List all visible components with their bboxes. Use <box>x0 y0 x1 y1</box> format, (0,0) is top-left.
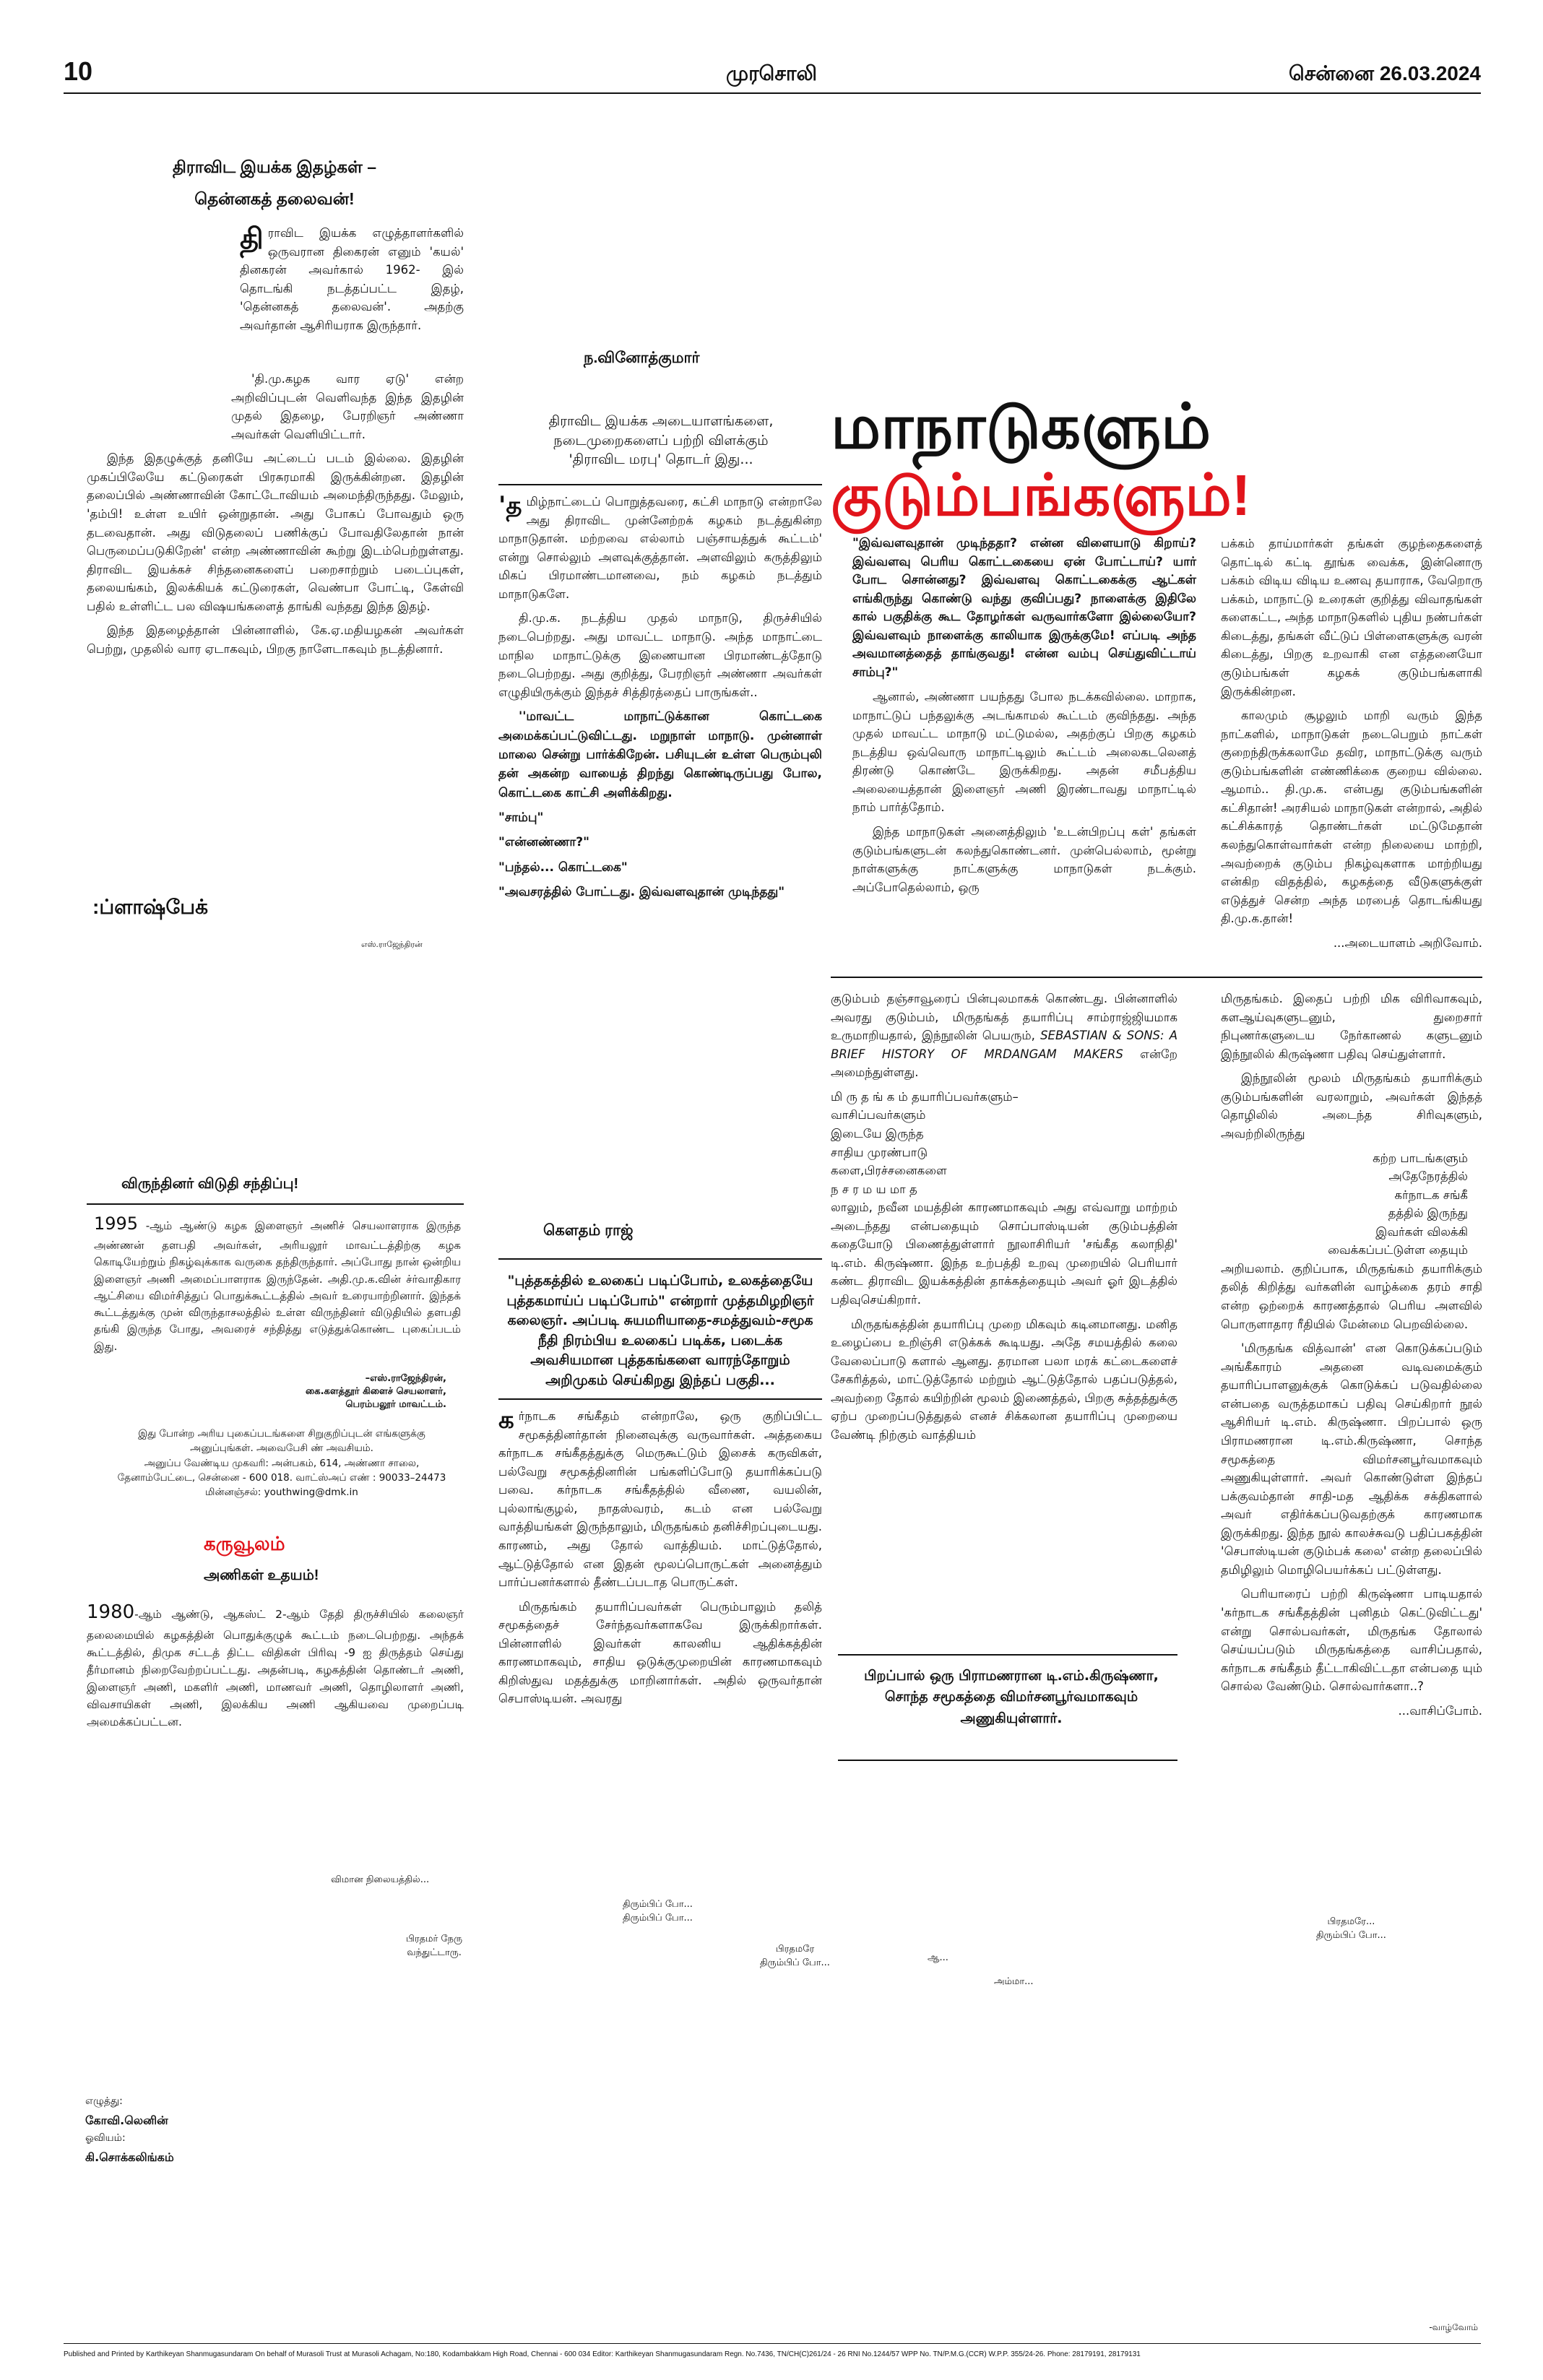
deck-line: திராவிட இயக்க அடையாளங்களை, <box>548 413 774 429</box>
credit-writer: கோவி.லெனின் <box>85 2113 168 2127</box>
flashback-byline: எஸ்.ராஜேந்திரன் <box>361 940 423 949</box>
books-deck: "புத்தகத்தில் உலகைப் படிப்போம், உலகத்தையே புத்தகமாய்ப் படிப்போம்" என்றார் முத்தமிழறிஞர் கலைஞர். அப்படி சுயமரியாதை-சமத்துவம்-சமூக நீதி நிரம்பிய உலகைப் படிக்க, படைக்க அவசியமான புத்தகங்களை வாரந்தோறும் அறிமுகம் செய்கிறது இந்தப் பகுதி... <box>506 1273 814 1388</box>
credit-label: எழுத்து: <box>85 2095 123 2107</box>
books-body-col3 <box>1221 990 1482 1726</box>
article-title-line1: திராவிட இயக்க இதழ்கள் – <box>172 157 377 176</box>
conference-headline-line1: மாநாடுகளும் <box>831 392 1211 462</box>
tapered-paragraph <box>1221 1149 1482 1260</box>
guesthouse-title: விருந்தினர் விடுதி சந்திப்பு! <box>121 1176 299 1192</box>
comic-speech: அம்மா... <box>994 1976 1034 1987</box>
article-paragraph: பக்கம் தாய்மார்கள் தங்கள் குழந்தைகளைத் தொட்டில் கட்டி தூங்க வைக்க, இன்னொரு பக்கம் விடிய விடிய உணவு தயாராக, வேறொரு பக்கம், மாநாட்டு உரைகள் குறித்து விவாதங்கள் களைகட்ட, அந்த மாநாடுகளில் புதிய நண்பர்கள் கிடைத்து, தங்கள் வீட்டுப் பிள்ளைகளுக்கு வரன் கிடைத்து, பிறகு உறவாகி என எத்தனையோ குடும்பங்கள் கழகக் குடும்பங்களாகி இருக்கின்றன. <box>1221 537 1482 698</box>
section-rule <box>87 1203 464 1205</box>
text-line: தத்தில் இருந்து <box>1388 1206 1468 1221</box>
notice-address: அனுப்ப வேண்டிய முகவரி: அன்பகம், 614, அண்ணா சாலை, தேனாம்பேட்டை, சென்னை - 600 018. வாட்ஸ்அப் எண் : 90033–24473 <box>117 1457 446 1484</box>
article-paragraph: ஆனால், அண்ணா பயந்தது போல நடக்கவில்லை. மாறாக, மாநாட்டுப் பந்தலுக்கு அடங்காமல் கூட்டம் குவிந்தது. அந்த முதல் மாவட்ட மாநாடு மட்டுமல்ல, அதற்குப் பிறகு கழகம் நடத்திய ஒவ்வொரு மாநாட்டிலும் கூட்டம் அலைகடலெனத் திரண்டு கொண்டே இருக்கிறது. அதன் சமீபத்திய அலையைத்தான் இளைஞர் அணி இரண்டாவது மாநாட்டில் நாம் பார்த்தோம். <box>852 690 1196 815</box>
article-paragraph: காலமும் சூழலும் மாறி வரும் இந்த நாட்களில், மாநாடுகள் நடைபெறும் நாட்கள் குறைந்திருக்கலாமே தவிர, மாநாட்டுக்கு வரும் குடும்பங்களின் எண்ணிக்கை குறைய வில்லை. ஆமாம்.. தி.மு.க. என்பது குடும்பங்களின் கட்சிதான்! அரசியல் மாநாடுகள் என்றால், அதில் கட்சிக்காரத் தொண்டர்கள் மட்டுமேதான் கலந்துகொள்வார்கள் என்ற நிலையை மாற்றி, அவற்றைக் குடும்ப நிகழ்வுகளாக மாற்றியது என்கிற விதத்தில், கழகத்தை வீடுகளுக்குள் எடுத்துச் சென்ற அந்த மரபைத் தொடங்கியது தி.மு.க.தான்! <box>1221 709 1482 926</box>
text-line: இவர்கள் விலக்கி <box>1375 1224 1468 1239</box>
tradition-deck <box>498 412 824 469</box>
books-byline: கௌதம் ராஜ் <box>543 1222 634 1239</box>
conference-body-right <box>1221 535 1482 958</box>
article-paragraph: இந்த இதழுக்குத் தனியே அட்டைப் படம் இல்லை. இதழின் முகப்பிலேயே கட்டுரைகள் பிரசுரமாகி இருக்கின்றன. இதழின் தலைப்பில் அண்ணாவின் கோட்டோவியம் அமைந்திருந்தது. மேலும், 'தம்பி! உள்ள உயிர் ஒன்றுதான். அது போகப் போவதும் ஒரு தடவைதான். அது விடுதலைப் பணிக்குப் போவதிலேதான் நான் பெருமைப்படுகிறேன்' என்ற அண்ணாவின் கூற்று இடம்பெற்றுள்ளது. திராவிட இயக்கச் சிந்தனைகளைப் பறைசாற்றும் படைப்புகள், தலையங்கம், இலக்கியக் கட்டுரைகள், வெண்பா போட்டி, கேள்வி பதில் உள்ளிட்ட பல விஷயங்களைத் தாங்கி வந்தது இந்த இதழ். <box>87 451 464 613</box>
signature-block <box>217 1372 446 1412</box>
credit-artist: கி.சொக்கலிங்கம் <box>85 2150 174 2164</box>
article-body <box>87 370 464 664</box>
flashback-title: :ப்ளாஷ்பேக் <box>92 896 209 918</box>
books-body-col2 <box>831 990 1177 1450</box>
paragraph-text: மிழ்நாட்டைப் பொறுத்தவரை, கட்சி மாநாடு என்றாலே அது திராவிட முன்னேற்றக் கழகம் நடத்துகின்ற மாநாடுதான். மற்றவை எல்லாம் பஞ்சாயத்துக் கூட்டம்' என்று சொல்லும் அளவுக்குத்தான். அளவிலும் கருத்திலும் மிகப் பிரமாண்டமானவை, நம் கழகம் நடத்தும் மாநாடுகளே. <box>498 495 822 601</box>
article-paragraph <box>87 370 464 443</box>
tapered-paragraph <box>831 1088 1177 1310</box>
drop-cap: 1995 <box>94 1213 139 1234</box>
dialogue-line: "சாம்பு" <box>498 810 544 825</box>
text-line: ந ச ர ம ய மா த <box>831 1182 917 1196</box>
footer-imprint: Published and Printed by Karthikeyan Shanmugasundaram On behalf of Murasoli Trust at Murasoli Achagam, No:180, Kodambakkam High Road, Chennai - 600 034 Editor: Karthikeyan Shanmugasundaram Regn. No.7436, TN/CH(C)261/24 - 26 RNI No.1244/57 WPP No. TN/P.M.G.(CCR) W.P.P. 355/24-26. Phone: 28179191, 28179131 <box>64 2350 1141 2358</box>
section-end-mark: ...வாசிப்போம். <box>1398 1703 1482 1718</box>
article-paragraph <box>498 1407 822 1592</box>
signature-place: பெரம்பலூர் மாவட்டம். <box>345 1399 446 1411</box>
drop-cap: க <box>498 1406 514 1435</box>
comic-speech <box>406 1933 462 1960</box>
section-end-mark: ...அடையாளம் அறிவோம். <box>1333 935 1482 950</box>
text-line: களை,பிரச்சனைகளை <box>831 1164 947 1178</box>
article-paragraph: மிருதங்கம் தயாரிப்பவர்கள் பெரும்பாலும் தலித் சமூகத்தைச் சேர்ந்தவர்களாகவே இருக்கிறார்கள். பின்னாளில் இவர்கள் காலனிய ஆதிக்கத்தின் காரணமாகவும், சாதிய ஒடுக்குமுறையின் காரணமாகவும் கிறிஸ்துவ மதத்துக்கு மாறினார்கள். அதில் ஒருவர்தான் செபாஸ்டியன். அவரது <box>498 1599 822 1706</box>
text-line: கற்ற பாடங்களும் <box>1373 1151 1468 1165</box>
dateline: சென்னை 26.03.2024 <box>1288 62 1481 85</box>
book-title: SEBASTIAN & SONS: A BRIEF HISTORY OF MRDANGAM MAKERS <box>831 1029 1177 1061</box>
text-line: வைக்கப்பட்டுள்ள தையும் <box>1328 1243 1468 1258</box>
article-paragraph: மிருதங்கத்தின் தயாரிப்பு முறை மிகவும் கடினமானது. மனித உழைப்பை உறிஞ்சி எடுக்கக் கூடியது. அதே சமயத்தில் கலை வேலைப்பாடு களால் ஆனது. தரமான பலா மரக் கட்டைகளைச் சேகரித்தல், மாட்டுத்தோல் மற்றும் ஆட்டுத்தோல் பதப்படுத்தல், அவற்றை தோல் கயிற்றின் மூலம் இணைத்தல், பிறகு சுத்தத்துக்கு ஏற்ப முறைப்படுத்துதல் எனச் சிக்கலான தயாரிப்பு முறையை வேண்டி நிற்கும் வாத்தியம் <box>831 1317 1177 1442</box>
text-line: வாசிப்பவர்களும் <box>831 1108 926 1122</box>
paper-name: முரசொலி <box>726 62 817 85</box>
article-paragraph <box>831 990 1177 1082</box>
signature-role: கை.களத்தூர் கிளைச் செயலாளர், <box>306 1386 446 1398</box>
article-title-line2: தென்னகத் தலைவன்! <box>194 189 355 208</box>
article-paragraph: மிருதங்கம். இதைப் பற்றி மிக விரிவாகவும், களஆய்வுகளுடனும், துறைசார் நிபுணர்களுடைய நேர்காணல் களுடனும் இந்நூலில் கிருஷ்ணா பதிவு செய்துள்ளார். <box>1221 992 1482 1061</box>
article-paragraph <box>87 1598 464 1731</box>
comic-speech <box>623 1898 693 1926</box>
speech-line: பிரதமர் நேரு <box>406 1934 463 1944</box>
speech-line: திரும்பிப் போ... <box>1316 1929 1386 1941</box>
tradition-body <box>498 493 822 907</box>
guesthouse-body <box>94 1211 461 1361</box>
books-body <box>498 1407 822 1714</box>
drop-cap: தி <box>240 222 264 256</box>
quote-paragraph: "இவ்வளவுதான் முடிந்ததா? என்ன விளையாடு கிறாய்? இவ்வளவு பெரிய கொட்டகையை ஏன் போட்டாய்? யார் போட சொன்னது? இவ்வளவு கொட்டகைக்கு ஆட்கள் எங்கிருந்து கொண்டு வந்து குவிப்பது? நாளைக்கு இதிலே கால் பகுதிக்கு கூட தோழர்கள் வருவார்களோ இல்லையோ? இவ்வளவும் நாளைக்கு காலியாக இருக்குமே! எப்படி அந்த அவமானத்தைத் தாங்குவது! என்ன வம்பு செய்துவிட்டாய் சாம்பு?" <box>852 536 1196 680</box>
text-line: அதேநேரத்தில் <box>1388 1169 1468 1184</box>
article-paragraph <box>498 493 822 603</box>
treasury-kicker: கருவூலம் <box>204 1533 285 1554</box>
article-paragraph: தி.மு.க. நடத்திய முதல் மாநாடு, திருச்சியில் நடைபெற்றது. அது மாவட்ட மாநாடு. அந்த மாநாட்டை மாநில மாநாட்டுக்கு இணையான பிரமாண்டத்தோடு நடைபெற்றது. அது குறித்து, பேரறிஞர் அண்ணா அவர்கள் எழுதியிருக்கும் இந்தச் சித்திரத்தைப் பாருங்கள்.. <box>498 611 822 699</box>
drop-cap: 1980 <box>87 1601 135 1623</box>
deck-rule <box>498 484 822 485</box>
comic-speech: ஆ... <box>928 1952 948 1963</box>
comic-speech <box>760 1943 830 1970</box>
paragraph-text: ராவிட இயக்க எழுத்தாளர்களில் ஒருவரான திகைரன் எனும் 'கயல்' தினகரன் அவர்கால் 1962- இல் தொடங்கி நடத்தப்பட்ட இதழ், 'தென்னகத் தலைவன்'. அதற்கு அவர்தான் ஆசிரியராக இருந்தார். <box>240 226 464 332</box>
speech-line: திரும்பிப் போ... <box>760 1957 830 1968</box>
conference-body <box>852 535 1196 902</box>
paragraph-text: -ஆம் ஆண்டு கழக இளைஞர் அணிச் செயலாளராக இருந்த அண்ணன் தளபதி அவர்கள், அரியலூர் மாவட்டத்திற்கு கழக கொடியேற்றும் நிகழ்வுக்காக வருகை தந்திருந்தார். அப்போது நான் ஒன்றிய இளைஞர் அணி அமைப்பாளராக இருந்தேன். அதி.மு.க.வின் ச்ர்வாதிகார ஆட்சியை விமர்சித்துப் பொதுக்கூட்டத்தில் அவர் உரையாற்றினார். இந்தக் கூட்டத்துக்கு முன் விருந்தாசலத்தில் உள்ள விருந்தினர் விடுதியில் தளபதி தங்கி இருந்த போது, அவரைச் சந்தித்து எடுத்துக்கொண்ட புகைப்படம் இது. <box>94 1219 461 1353</box>
notice-line: இது போன்ற அரிய புகைப்படங்களை சிறுகுறிப்புடன் எங்களுக்கு அனுப்புங்கள். அவைபேசி ண் அவசியம். <box>138 1428 425 1455</box>
paragraph-text: என்றே அமைந்துள்ளது. <box>831 1047 1177 1080</box>
paragraph-text: 'தி.மு.கழக வார ஏடு' என்ற அறிவிப்புடன் வெளிவந்த இந்த இதழின் முதல் இதழை, பேரறிஞர் அண்ணா அவர்கள் வெளியிட்டார். <box>231 372 464 441</box>
text-line: கர்நாடக சங்கீ <box>1394 1187 1468 1202</box>
article-paragraph: 'மிருதங்க வித்வான்' என கொடுக்கப்படும் அங்கீகாரம் அதனை வடிவமைக்கும் தயாரிப்பாளனுக்குக் கொடுக்கப் படுவதில்லை என்பதை வருத்தமாகப் பதிவு செய்கிறார் நூல் ஆசிரியர் டி.எம். கிருஷ்ணா. பிறப்பால் ஒரு பிராமணரான டி.எம்.கிருஷ்ணா, சொந்த சமூகத்தை விமர்சனபூர்வமாகவும் அணுகியுள்ளார். அவர் கொண்டுள்ள இந்தப் பக்குவம்தான் சாதி-மத ஆதிக்க சக்திகளால் அவர் எதிர்க்கப்படுவதற்குக் காரணமாக இருக்கிறது. இந்த நூல் காலச்சுவடு பதிப்பகத்தின் 'செபாஸ்டியன் குடும்பக் கலை' என்ற தலைப்பில் தமிழிலும் மொழிபெயர்க்கப் பட்டுள்ளது. <box>1221 1341 1482 1577</box>
quote-paragraph: ''மாவட்ட மாநாட்டுக்கான கொட்டகை அமைக்கப்பட்டுவிட்டது. மறுநாள் மாநாடு. முன்னாள் மாலை சென்று பார்க்கிறேன். பசியுடன் உள்ள பெரும்புலி தன் அகன்ற வாயைத் திறந்து கொண்டிருப்பது போல, கொட்டகை காட்சி அளிக்கிறது. <box>498 709 822 800</box>
masthead-rule <box>64 92 1481 94</box>
article-paragraph: இந்நூலின் மூலம் மிருதங்கம் தயாரிக்கும் குடும்பங்களின் வரலாறும், அவர்கள் இந்தத் தொழிலில் அடைந்த சிரிவுகளும், அவற்றிலிருந்து <box>1221 1071 1482 1141</box>
speech-line: பிரதமரே... <box>1327 1916 1375 1927</box>
speech-line: வந்துட்டாரு. <box>407 1947 462 1958</box>
speech-line: திரும்பிப் போ... <box>623 1899 693 1910</box>
paragraph-text: -ஆம் ஆண்டு, ஆகஸ்ட் 2-ஆம் தேதி திருச்சியில் கலைஞர் தலைமையில் கழகத்தின் பொதுக்குழுக் கூட்டம் நடைபெற்றது. அந்தக் கூட்டத்தில், திமுக சட்டத் திட்ட விதிகள் பிரிவு -9 ஐ திருத்தம் செய்து தீர்மானம் நிறைவேற்றப்பட்டது. அதன்படி, கழகத்தின் தொண்டர் அணி, இளைஞர் அணி, மகளிர் அணி, மாணவர் அணி, தொழிலாளர் அணி, விவசாயிகள் அணி, இலக்கிய அணி ஆகியவை முறைப்படி அமைக்கப்பட்டன. <box>87 1608 464 1729</box>
dialogue-line: "பந்தல்... கொட்டகை" <box>498 860 628 875</box>
text-line: சாதிய முரண்பாடு <box>831 1145 928 1159</box>
deck-rule <box>498 1258 822 1260</box>
section-rule <box>831 977 1482 978</box>
conference-headline-line2: குடும்பங்களும்! <box>831 463 1251 527</box>
drop-cap: 'த <box>498 491 522 520</box>
comic-caption: விமான நிலையத்தில்... <box>331 1874 430 1885</box>
text-line: மி ரு த ங் க ம் தயாரிப்பவர்களும்– <box>831 1089 1019 1104</box>
comic-speech <box>1316 1916 1386 1943</box>
article-paragraph: பெரியாரைப் பற்றி கிருஷ்ணா பாடியதால் 'கர்நாடக சங்கீதத்தின் புனிதம் கெட்டுவிட்டது' என்று சொல்பவர்கள், மிருதங்க தோலால் செய்யப்படும் மிருதங்கத்தை வாசிப்பதால், கர்நாடக சங்கீதம் தீட்டாகிவிட்டதா என்பதை யும் சொல்ல வேண்டும். சொல்வார்களா..? <box>1221 1587 1482 1694</box>
comic-end-mark: -வாழ்வோம் <box>1429 2322 1478 2332</box>
text-line: இடையே இருந்த <box>831 1126 924 1141</box>
article-body-intro <box>240 224 464 340</box>
deck-line: நடைமுறைகளைப் பற்றி விளக்கும் <box>553 432 769 449</box>
treasury-title: அணிகள் உதயம்! <box>204 1567 319 1583</box>
treasury-body <box>87 1598 464 1736</box>
paragraph-text: லாலும், நவீன மயத்தின் காரணமாகவும் அது எவ்வாறு மாற்றம் அடைந்தது என்பதையும் சொப்பாஸ்டியன் குடும்பத்தின் கதையோடு பிணைத்துள்ளார் நூலாசிரியர் 'சங்கீத கலாநிதி' டி.எம். கிருஷ்ணா. இந்த உற்பத்தி உறவு முறையில் பெரியார் கண்ட திராவிட இயக்கத்தின் தாக்கத்தையும் அவர் ஓர் இடத்தில் பதிவுசெய்கிறார். <box>831 1200 1177 1307</box>
indent-spacer <box>87 370 231 430</box>
signature-name: –எஸ்.ராஜேந்திரன், <box>365 1373 446 1384</box>
dialogue-line: "அவசரத்தில் போட்டது. இவ்வளவுதான் முடிந்தது" <box>498 884 785 899</box>
article-paragraph: இந்த மாநாடுகள் அனைத்திலும் 'உடன்பிறப்பு கள்' தங்கள் குடும்பங்களுடன் கலந்துகொண்டனர். முன்பெல்லாம், மூன்று நாள்களுக்கு நாட்களுக்கு மாநாடுகள் நடக்கும். அப்போதெல்லாம், ஒரு <box>852 824 1196 894</box>
comic-credits <box>85 2093 174 2167</box>
deck-rule <box>498 1398 822 1400</box>
tradition-byline: ந.வினோத்குமார் <box>584 350 700 366</box>
paragraph-text: ர்நாடக சங்கீதம் என்றாலே, ஒரு குறிப்பிட்ட சமூகத்தினர்தான் நினைவுக்கு வருவார்கள். அத்தகைய கர்நாடக சங்கீதத்துக்கு மெருகூட்டும் இசைக் கருவிகள், பல்வேறு சமூகத்தினரின் பங்களிப்போடு தயாரிக்கப்படு பவை. கர்நாடக சங்கீதத்தில் வீணை, வயலின், புல்லாங்குழல், நாதஸ்வரம், கடம் என பல்வேறு வாத்தியங்கள் இருந்தாலும், மிருதங்கம் தனிச்சிறப்புடையது. காரணம், அது தோல் வாத்தியம். மாட்டுத்தோல், ஆட்டுத்தோல் என இதன் மூலப்பொருட்கள் அனைத்தும் பார்ப்பனர்களால் தீண்டப்படாத பொருட்கள். <box>498 1409 822 1590</box>
article-paragraph <box>240 224 464 334</box>
paragraph-text: அறியலாம். குறிப்பாக, மிருதங்கம் தயாரிக்கும் தலித் கிறித்து வர்களின் வாழ்க்கை தரம் சாதி என்ற ஒற்றைக் காரணத்தால் பெரிய அளவில் பொருளாதார ரீதியில் மேன்மை பெறவில்லை. <box>1221 1261 1482 1331</box>
deck-line: 'திராவிட மரபு' தொடர் இது... <box>569 451 753 468</box>
speech-line: திரும்பிப் போ... <box>623 1912 693 1924</box>
pullquote-rule <box>838 1760 1177 1761</box>
credit-label: ஓவியம்: <box>85 2132 126 2144</box>
books-pullquote: பிறப்பால் ஒரு பிராமணரான டி.எம்.கிருஷ்ணா, சொந்த சமூகத்தை விமர்சனபூர்வமாகவும் அணுகியுள்ளார். <box>864 1668 1159 1726</box>
pullquote-rule <box>838 1654 1177 1656</box>
speech-line: பிரதமரே <box>775 1944 815 1955</box>
page-number: 10 <box>64 56 93 86</box>
notice-email: மின்னஞ்சல்: youthwing@dmk.in <box>205 1487 358 1498</box>
dialogue-line: "என்னண்ணா?" <box>498 835 589 850</box>
paragraph-text: குடும்பம் தஞ்சாவூரைப் பின்புலமாகக் கொண்டது. பின்னாளில் அவரது குடும்பம், மிருதங்கத் தயாரிப்பு சாம்ராஜ்ஜியமாக உருமாறியதால், இந்நூலின் பெயரும், <box>831 992 1177 1043</box>
submission-notice <box>108 1427 455 1500</box>
article-paragraph <box>94 1211 461 1355</box>
footer-rule <box>64 2343 1481 2344</box>
article-paragraph: இந்த இதழைத்தான் பின்னாளில், கே.ஏ.மதியழகன் அவர்கள் பெற்று, முதலில் வார ஏடாகவும், பிறகு நாளேடாகவும் நடத்தினார். <box>87 623 464 656</box>
